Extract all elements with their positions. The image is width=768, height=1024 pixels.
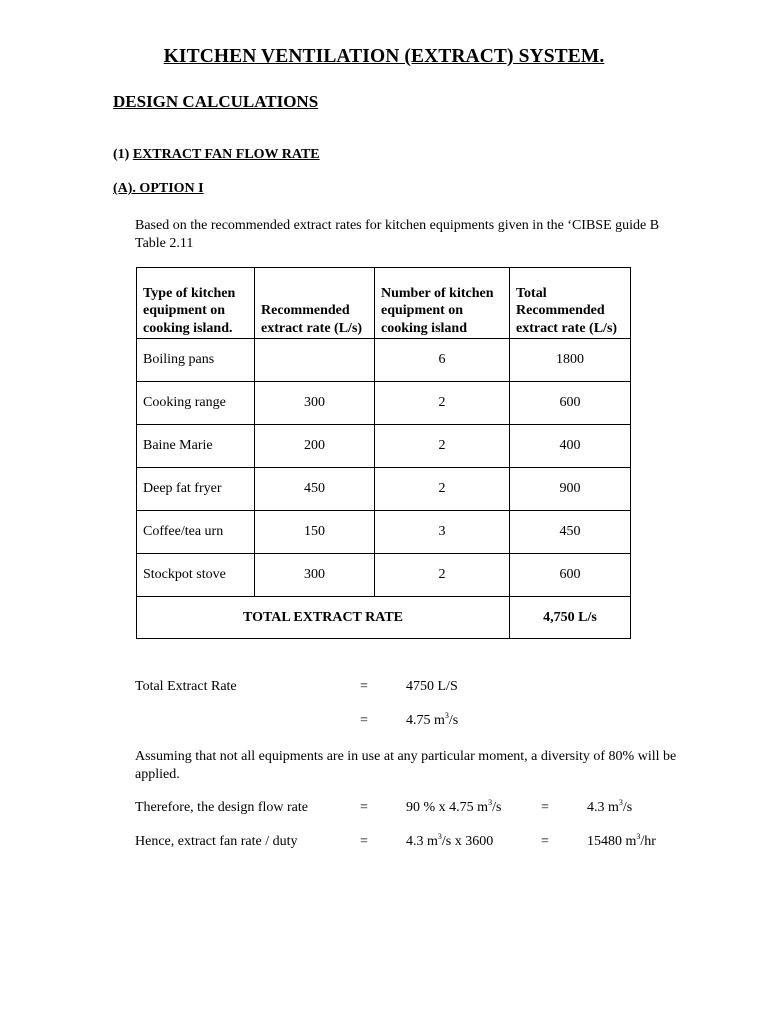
equals-sign: =	[360, 800, 368, 815]
table-row	[137, 382, 631, 425]
column-header: Number of kitchen equipment on cooking island	[375, 268, 510, 339]
column-header: Total Recommended extract rate (L/s)	[510, 268, 631, 339]
unit-text: /s	[492, 800, 502, 815]
total-rate: 400	[510, 425, 631, 468]
equals-sign: =	[541, 834, 549, 849]
table-row	[137, 468, 631, 511]
equipment-count: 2	[375, 554, 510, 597]
fan-duty-expression	[406, 834, 493, 850]
extract-rate: 300	[255, 382, 375, 425]
document-title: KITCHEN VENTILATION (EXTRACT) SYSTEM.	[163, 46, 605, 67]
design-flow-label: Therefore, the design flow rate	[135, 800, 308, 815]
equipment-type: Coffee/tea urn	[137, 511, 255, 554]
section-heading: DESIGN CALCULATIONS	[113, 92, 319, 111]
extract-rate: 200	[255, 425, 375, 468]
unit-text: /s	[622, 800, 633, 815]
equals-sign: =	[360, 679, 368, 694]
value-text: 4.75 m	[406, 713, 445, 728]
equals-sign: =	[360, 713, 368, 728]
calc-total-label: Total Extract Rate	[135, 679, 237, 694]
equipment-count: 2	[375, 425, 510, 468]
unit-text: /hr	[640, 834, 656, 849]
equipment-count: 2	[375, 468, 510, 511]
unit-text: /s	[448, 713, 459, 728]
extract-rate	[255, 339, 375, 382]
total-rate: 450	[510, 511, 631, 554]
design-flow-expression	[406, 800, 501, 816]
value-text: 15480 m	[587, 834, 637, 849]
option-heading: (A). OPTION I	[113, 181, 204, 196]
table-row	[137, 425, 631, 468]
equipment-count: 2	[375, 382, 510, 425]
value-text: 4.3 m	[587, 800, 619, 815]
subsection-number: (1)	[113, 147, 130, 162]
extract-rate-table	[136, 267, 631, 639]
equipment-type: Cooking range	[137, 382, 255, 425]
column-header: Type of kitchen equipment on cooking island.	[137, 268, 255, 339]
equipment-count: 6	[375, 339, 510, 382]
equals-sign: =	[541, 800, 549, 815]
total-rate: 1800	[510, 339, 631, 382]
intro-paragraph: Based on the recommended extract rates for kitchen equipments given in the ‘CIBSE guide B Table 2.11	[135, 218, 660, 251]
total-rate: 900	[510, 468, 631, 511]
extract-rate: 450	[255, 468, 375, 511]
fan-duty-result	[587, 834, 656, 850]
superscript: 3	[488, 798, 493, 807]
equipment-type: Stockpot stove	[137, 554, 255, 597]
superscript: 3	[636, 832, 641, 841]
equipment-type: Deep fat fryer	[137, 468, 255, 511]
table-row	[137, 511, 631, 554]
subsection-label: EXTRACT FAN FLOW RATE	[132, 147, 320, 162]
superscript: 3	[618, 798, 623, 807]
design-flow-result	[587, 800, 632, 816]
total-value: 4,750 L/s	[510, 597, 631, 639]
extract-rate: 150	[255, 511, 375, 554]
value-text: 4.3 m	[406, 834, 438, 849]
diversity-note: Assuming that not all equipments are in use at any particular moment, a diversity of 80% will be applied.	[135, 749, 677, 782]
total-rate: 600	[510, 554, 631, 597]
equals-sign: =	[360, 834, 368, 849]
table-header-row	[137, 268, 631, 339]
calc-total-value: 4750 L/S	[406, 679, 458, 694]
total-label: TOTAL EXTRACT RATE	[137, 597, 510, 639]
subsection-heading	[113, 147, 320, 163]
equipment-count: 3	[375, 511, 510, 554]
calc-total-m3s	[406, 713, 458, 729]
total-rate: 600	[510, 382, 631, 425]
unit-text: /s x 3600	[441, 834, 494, 849]
fan-duty-label: Hence, extract fan rate / duty	[135, 834, 298, 849]
table-row	[137, 554, 631, 597]
superscript: 3	[437, 832, 442, 841]
table-row	[137, 339, 631, 382]
column-header: Recommended extract rate (L/s)	[255, 268, 375, 339]
value-text: 90 % x 4.75 m	[406, 800, 489, 815]
equipment-type: Baine Marie	[137, 425, 255, 468]
superscript: 3	[444, 711, 449, 720]
extract-rate: 300	[255, 554, 375, 597]
table-total-row	[137, 597, 631, 639]
equipment-type: Boiling pans	[137, 339, 255, 382]
